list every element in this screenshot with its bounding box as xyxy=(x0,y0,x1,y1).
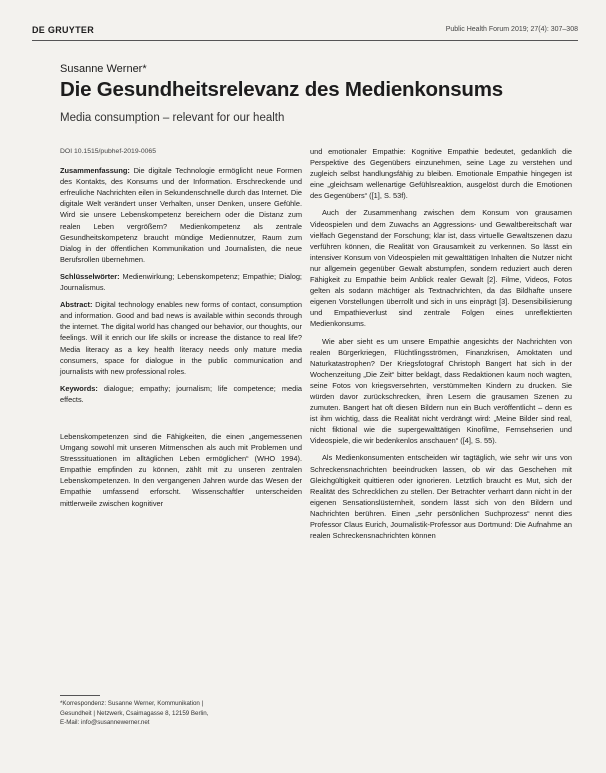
abstract-text: Digital technology enables new forms of contact, consumption and information. Good and bad news is available within seconds through the internet. The digital world has changed our behavior, our thoughts, our feelings. Will it enrich our life skills or increase the distance to real life? Media literacy as a key health literacy needs only mature media consumers, space for dialogue in the public communication and journalists with new professional roles. xyxy=(60,300,302,376)
left-column xyxy=(60,146,302,515)
keywords-de-text: Medienwirkung; Lebenskompetenz; Empathie; Dialog; Journalismus. xyxy=(60,271,302,293)
doi-link[interactable]: DOI 10.1515/pubhef-2019-0065 xyxy=(60,148,156,155)
correspondence-line-1: *Korrespondenz: Susanne Werner, Kommunikation | xyxy=(60,700,204,707)
summary-text: Die digitale Technologie ermöglicht neue Formen des Kontakts, des Konsums und der Information. Erschreckende und erfreuliche Nachrichten eilen in Sekundenschnelle durch das Internet. Die digitale Welt verändert unser Verhalten, unser Denken, unsere Gefühle. Wird sie unsere Lebenskompetenz bereichern oder die Distanz zum realen Leben vergrößern? Medienkompetenz als zentrale Gesundheitskompetenz braucht mündige Mediennutzer, Raum zum Dialog in der öffentlichen Kommunikation und Journalisten, die neue Berufsrollen übernehmen. xyxy=(60,166,302,264)
keywords-en-paragraph xyxy=(60,383,302,405)
body-paragraph-3: Auch der Zusammenhang zwischen dem Konsum von grausamen Videospielen und dem Zuwachs an Aggressions- und Gewaltbereitschaft war vielfach Gegenstand der Forschung; klar ist, dass virtuelle Gewaltszenen dazu verführen können, die Realität von Grausamkeit zu verkennen. So lässt ein intensiver Konsum von Videospielen mit gewalttätigen Inhalten die Nutzer nicht nur allgemein gegenüber Gewalt abstumpfen, sondern reduziert auch deren Fähigkeit zu Empathie beim Anblick realer Gewalt [2]. Filme, Videos, Fotos gelten als sodann mächtiger als Textnachrichten, da das Bildhafte unsere eigenen Vorstellungen überrollt und sich in uns einprägt [3]. Desensibilisierung und Empathieverlust sind zentrale Folgen eines unreflektierten Medienkonsums. xyxy=(310,208,572,329)
article-title: Die Gesundheitsrelevanz des Medienkonsums xyxy=(60,78,503,101)
correspondence-note xyxy=(60,695,300,728)
keywords-de-paragraph xyxy=(60,271,302,293)
article-subtitle: Media consumption – relevant for our health xyxy=(60,112,285,124)
body-paragraph-4: Wie aber sieht es um unsere Empathie angesichts der Nachrichten von realen Bürgerkriegen, Flüchtlingsströmen, Finanzkrisen, Amoktaten und Naturkatastrophen? Der Kriegsfotograf Christoph Bangert hat sich in der Wochenzeitung „Die Zeit“ bitter beklagt, dass Redaktionen kaum noch wagten, seine Fotos von kriegsversehrten, verstümmelten Kindern zu drucken. Sie würden davor zurückschrecken, ihren Lesern die grausamen Szenen zu zumuten. Bangert hat oft diesen Bildern nun ein Buch veröffentlicht – denn es ist ihm wichtig, dass die Realität nicht verdrängt wird: „Meine Bilder sind real, nicht fiktional wie die supergewalttätigen Kinofilme, Fernsehserien und Videospiele, die wir bedenkenlos anschauen“ ([4], S. 55). xyxy=(310,336,572,446)
keywords-en-text: dialogue; empathy; journalism; life competence; media effects. xyxy=(60,383,302,404)
keywords-de-label: Schlüsselwörter: xyxy=(60,271,120,281)
journal-citation: Public Health Forum 2019; 27(4): 307–308 xyxy=(445,26,578,33)
body-paragraph-5: Als Medienkonsumenten entscheiden wir tagtäglich, wie sehr wir uns von Schreckensnachrichten beeindrucken lassen, ob wir das Geschehen mit Gleichgültigkeit quittieren oder ignorieren. Letztlich braucht es Mut, sich der Realität des Schrecklichen zu stellen. Der Betrachter verharrt dann nicht in der eigenen Sensationslüsternheit, sondern lässt sich von den Bildern und Nachrichten berühren. Einen „sehr persönlichen Suchprozess“ nennt dies Professor Claus Eurich, Journalistik-Professor aus Dortmund: Die Aufnahme an realen Schreckensnachrichten können xyxy=(310,453,572,541)
right-column xyxy=(310,146,572,547)
publisher-logo: DE GRUYTER xyxy=(32,25,95,35)
author-name: Susanne Werner* xyxy=(60,63,147,75)
body-paragraph-2: und emotionaler Empathie: Kognitive Empathie bedeutet, gedanklich die Perspektive des Gegenübers einzunehmen, seine Lage zu verstehen und zugleich selbst handlungsfähig zu bleiben. Emotionale Empathie hingegen ist eine „gleichsam wellenartige Gefühlsreaktion, ausgelöst durch die Emotionen des Gegenübers“ ([1], S. 53f). xyxy=(310,147,572,201)
abstract-paragraph xyxy=(60,299,302,377)
body-paragraph-1: Lebenskompetenzen sind die Fähigkeiten, die einen „angemessenen Umgang sowohl mit unseren Mitmenschen als auch mit Problemen und Stresssituationen im alltäglichen Leben ermöglichen“ (WHO 1994). Empathie empfinden zu können, zählt mit zu unseren zentralen Lebenskompetenzen. In den vergangenen Jahren wurde das Wesen der Empathie umfassend erforscht. Wissenschaftler unterscheiden mittlerweile zwischen kognitiver xyxy=(60,431,302,508)
abstract-label: Abstract: xyxy=(60,300,93,310)
summary-label: Zusammenfassung: xyxy=(60,166,130,176)
footnote-rule xyxy=(60,695,100,696)
keywords-en-label: Keywords: xyxy=(60,383,98,393)
summary-paragraph xyxy=(60,165,302,265)
running-header xyxy=(32,24,578,41)
correspondence-line-2: Gesundheit | Netzwerk, Csaimagasse 8, 12159 Berlin, xyxy=(60,709,209,717)
correspondence-email[interactable]: E-Mail: info@susannewerner.net xyxy=(60,719,150,727)
